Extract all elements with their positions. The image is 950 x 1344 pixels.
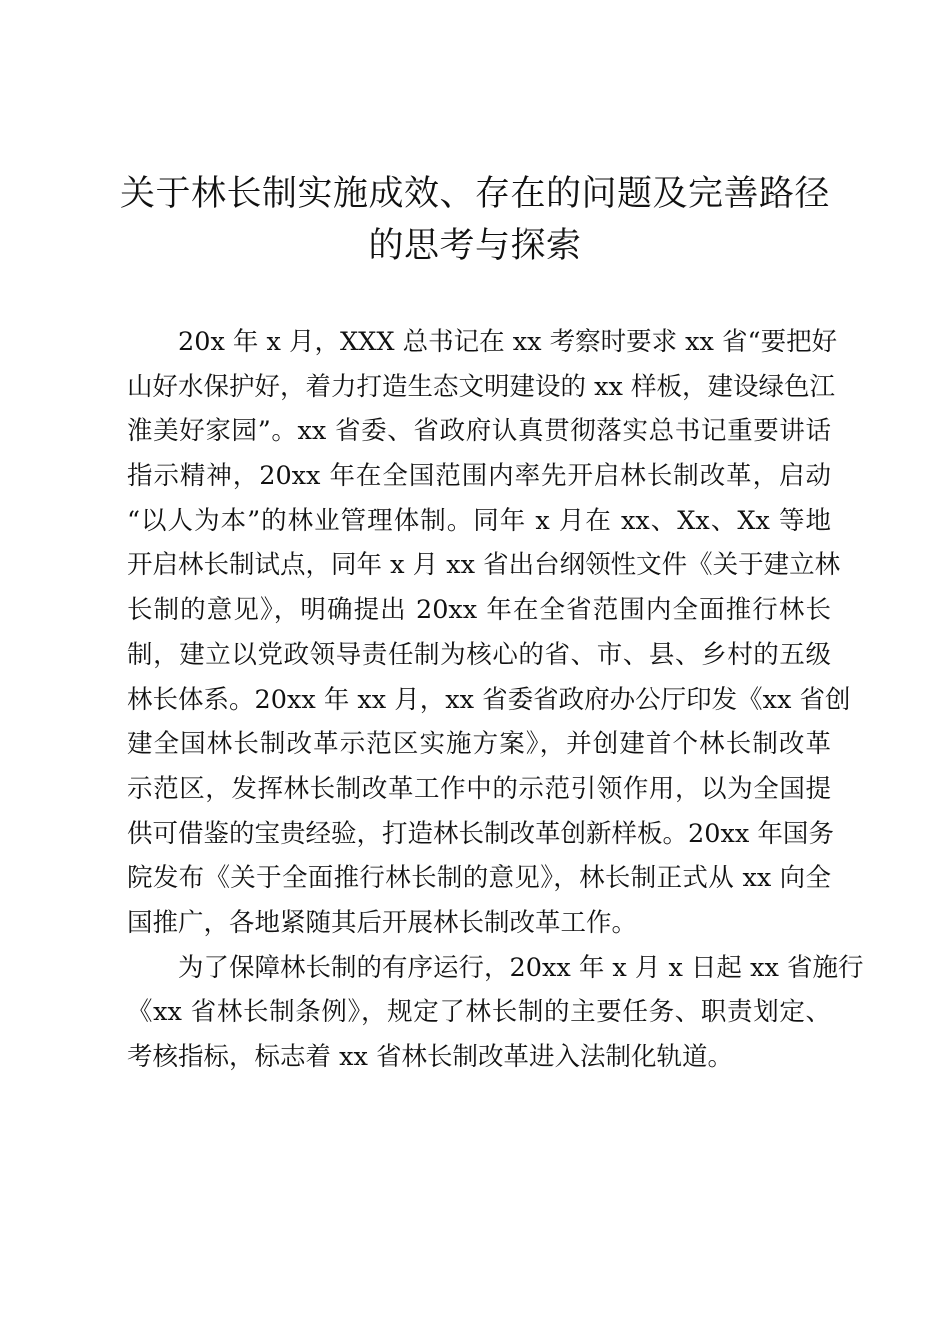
document-title [118, 168, 832, 272]
paragraph-2 [127, 946, 864, 1080]
text-line: 长制的意见》，明确提出 20xx 年在全省范围内全面推行林长 [127, 595, 831, 626]
paragraph-1 [127, 320, 851, 946]
text-line: 国推广，各地紧随其后开展林长制改革工作。 [127, 907, 638, 938]
text-line: “以人为本”的林业管理体制。同年 x 月在 xx、Xx、Xx 等地 [127, 505, 831, 536]
text-line: 开启林长制试点，同年 x 月 xx 省出台纲领性文件《关于建立林 [127, 550, 841, 581]
text-line: 考核指标，标志着 xx 省林长制改革进入法制化轨道。 [127, 1042, 733, 1072]
text-line: 20x 年 x 月，XXX 总书记在 xx 考察时要求 xx 省“要把好 [178, 327, 838, 357]
title-line: 关于林长制实施成效、存在的问题及完善路径 [119, 174, 830, 214]
document-body [127, 320, 864, 1080]
text-line: 指示精神，20xx 年在全国范围内率先开启林长制改革，启动 [127, 461, 831, 492]
text-line: 建全国林长制改革示范区实施方案》，并创建首个林长制改革 [127, 729, 831, 760]
text-line: 示范区，发挥林长制改革工作中的示范引领作用，以为全国提 [127, 773, 831, 804]
text-line: 制，建立以党政领导责任制为核心的省、市、县、乡村的五级 [127, 639, 831, 670]
text-line: 《xx 省林长制条例》，规定了林长制的主要任务、职责划定、 [127, 997, 831, 1028]
text-line: 院发布《关于全面推行林长制的意见》，林长制正式从 xx 向全 [127, 863, 831, 894]
text-line: 为了保障林长制的有序运行，20xx 年 x 月 x 日起 xx 省施行 [178, 952, 864, 983]
text-line: 淮美好家园”。xx 省委、省政府认真贯彻落实总书记重要讲话 [127, 416, 831, 447]
title-line: 的思考与探索 [368, 226, 582, 266]
text-line: 林长体系。20xx 年 xx 月，xx 省委省政府办公厅印发《xx 省创 [127, 684, 851, 715]
text-line: 供可借鉴的宝贵经验，打造林长制改革创新样板。20xx 年国务 [127, 818, 834, 849]
text-line: 山好水保护好，着力打造生态文明建设的 xx 样板，建设绿色江 [127, 371, 835, 402]
